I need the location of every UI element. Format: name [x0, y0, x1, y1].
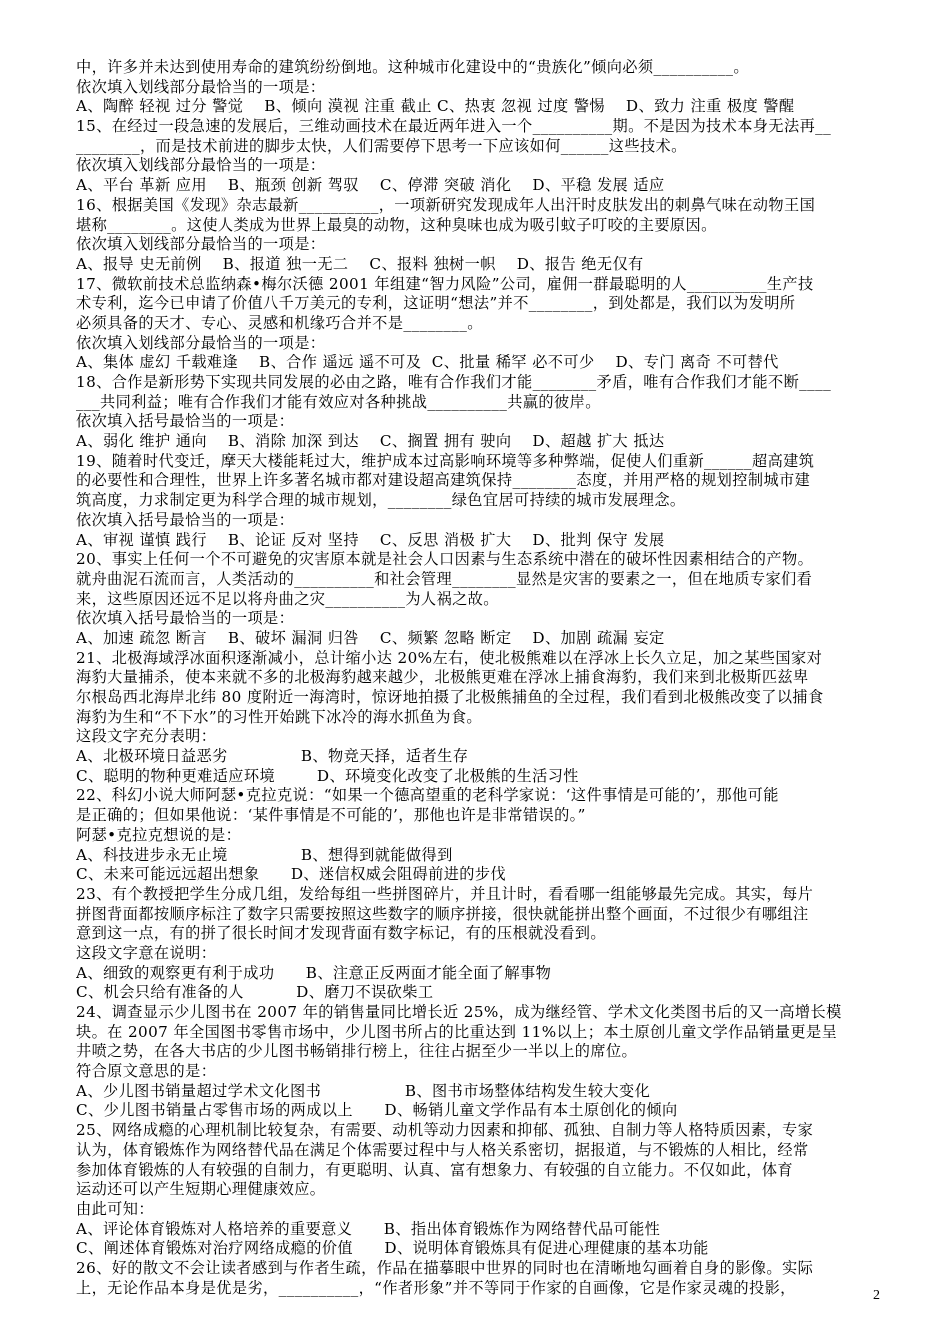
text-line: C、聪明的物种更难适应环境 D、环境变化改变了北极熊的生活习性 — [76, 766, 579, 785]
text-line: A、集体 虚幻 千载难逢 B、合作 遥远 遥不可及 C、批量 稀罕 必不可少 D、专门 离奇 不可替代 — [76, 353, 779, 372]
text-line: A、科技进步永无止境 B、想得到就能做得到 — [76, 845, 453, 864]
text-line: C、机会只给有准备的人 D、磨刀不误砍柴工 — [76, 983, 434, 1002]
text-line: A、陶醉 轻视 过分 警觉 B、倾向 漠视 注重 截止 C、热衷 忽视 过度 警惕 D、致力 注重 极度 警醒 — [76, 97, 795, 116]
text-line: 15、在经过一段急速的发展后，三维动画技术在最近两年进入一个__________期。不是因为技术本身无法再__ — [76, 117, 832, 136]
text-line: 19、随着时代变迁，摩天大楼能耗过大，维护成本过高影响环境等多种弊端，促使人们重新______超高建筑 — [76, 451, 815, 470]
text-line: 的必要性和合理性，世界上许多著名城市都对建设超高建筑保持________态度，并用严格的规划控制城市建 — [76, 471, 811, 490]
text-line: 筑高度，力求制定更为科学合理的城市规划，________绿色宜居可持续的城市发展理念。 — [76, 491, 686, 510]
text-line: 18、合作是新形势下实现共同发展的必由之路，唯有合作我们才能________矛盾，唯有合作我们才能不断____ — [76, 373, 832, 391]
text-line: 井喷之势，在各大书店的少儿图书畅销排行榜上，往往占据至少一半以上的席位。 — [76, 1042, 638, 1061]
text-line: 16、根据美国《发现》杂志最新__________，一项新研究发现成年人出汗时皮肤发出的刺鼻气味在动物王国 — [76, 195, 816, 214]
text-line: 中，许多并未达到使用寿命的建筑纷纷倒地。这种城市化建设中的“贵族化”倾向必须__________。 — [76, 58, 750, 76]
text-line: 拼图背面都按顺序标注了数字只需要按照这些数字的顺序拼接，很快就能拼出整个画面，不过很少有哪组注 — [76, 904, 809, 923]
text-line: A、北极环境日益恶劣 B、物竞天择，适者生存 — [76, 747, 469, 766]
text-line: 依次填入括号最恰当的一项是： — [76, 510, 295, 529]
text-line: 依次填入划线部分最恰当的一项是： — [76, 333, 326, 352]
text-line: 这段文字充分表明： — [76, 727, 217, 746]
text-line: 依次填入划线部分最恰当的一项是： — [76, 77, 326, 96]
text-line: C、阐述体育锻炼对治疗网络成瘾的价值 D、说明体育锻炼具有促进心理健康的基本功能 — [76, 1239, 709, 1258]
text-line: 17、微软前技术总监纳森•梅尔沃德 2001 年组建“智力风险”公司，雇佣一群最聪明的人__________生产技 — [76, 274, 814, 293]
text-line: 21、北极海域浮冰面积逐渐减小，总计缩小达 20%左右，使北极熊难以在浮冰上长久立足，加之某些国家对 — [76, 648, 823, 667]
text-line: 尔根岛西北海岸北纬 80 度附近一海湾时，惊讶地拍摄了北极熊捕鱼的全过程，我们看到北极熊改变了以捕食 — [76, 688, 824, 706]
text-line: 依次填入括号最恰当的一项是： — [76, 609, 295, 628]
text-line: A、加速 疏忽 断言 B、破坏 漏洞 归咎 C、频繁 忽略 断定 D、加剧 疏漏 妄定 — [76, 628, 665, 647]
text-line: 运动还可以产生短期心理健康效应。 — [76, 1180, 326, 1199]
text-line: 认为，体育锻炼作为网络替代品在满足个体需要过程中与人格关系密切，据报道，与不锻炼的人相比，经常 — [76, 1140, 809, 1159]
text-line: 20、事实上任何一个不可避免的灾害原本就是社会人口因素与生态系统中潜在的破坏性因素相结合的产物。 — [76, 550, 814, 569]
text-line: 25、网络成瘾的心理机制比较复杂，有需要、动机等动力因素和抑郁、孤独、自制力等人格特质因素，专家 — [76, 1121, 814, 1140]
text-line: A、评论体育锻炼对人格培养的重要意义 B、指出体育锻炼作为网络替代品可能性 — [76, 1219, 661, 1238]
text-line: 意到这一点，有的拼了很长时间才发现背面有数字标记，有的压根就没看到。 — [76, 924, 606, 943]
text-line: C、未来可能远远超出想象 D、迷信权威会阻碍前进的步伐 — [76, 865, 507, 884]
text-line: C、少儿图书销量占零售市场的两成以上 D、畅销儿童文学作品有本土原创化的倾向 — [76, 1101, 678, 1120]
text-line: 由此可知： — [76, 1199, 154, 1218]
text-line: 22、科幻小说大师阿瑟•克拉克说：“如果一个德高望重的老科学家说：‘这件事情是可能的’，那他可能 — [76, 786, 779, 805]
text-line: 依次填入划线部分最恰当的一项是： — [76, 235, 326, 254]
text-line: 术专利，迄今已申请了价值八千万美元的专利，这证明“想法”并不________，到处都是，我们以为发明所 — [76, 294, 796, 313]
text-line: 上，无论作品本身是优是劣，__________，“作者形象”并不等同于作家的自画像，它是作家灵魂的投影， — [76, 1278, 796, 1297]
text-line: 海豹为生和“不下水”的习性开始跳下冰冷的海水抓鱼为食。 — [76, 707, 483, 726]
text-line: A、少儿图书销量超过学术文化图书 B、图书市场整体结构发生较大变化 — [76, 1081, 651, 1100]
text-line: 阿瑟•克拉克想说的是： — [76, 825, 242, 844]
text-line: A、审视 谨慎 践行 B、论证 反对 坚持 C、反思 消极 扩大 D、批判 保守 发展 — [76, 530, 665, 549]
text-line: A、平台 革新 应用 B、瓶颈 创新 驾驭 C、停滞 突破 消化 D、平稳 发展 适应 — [76, 176, 665, 195]
text-line: A、报导 史无前例 B、报道 独一无二 C、报料 独树一帜 D、报告 绝无仅有 — [76, 254, 644, 273]
text-line: 23、有个教授把学生分成几组，发给每组一些拼图碎片，并且计时，看看哪一组能够最先完成。其实，每片 — [76, 884, 814, 903]
text-line: 参加体育锻炼的人有较强的自制力，有更聪明、认真、富有想象力、有较强的自立能力。不仅如此，体育 — [76, 1160, 794, 1179]
page-number: 2 — [873, 1288, 880, 1303]
text-line: ________，而是技术前进的脚步太快，人们需要停下思考一下应该如何______这些技术。 — [76, 136, 687, 155]
text-line: 符合原文意思的是： — [76, 1062, 217, 1081]
text-line: 24、调查显示少儿图书在 2007 年的销售量同比增长近 25%，成为继经管、学术文化类图书后的又一高增长模 — [76, 1003, 842, 1021]
text-line: ___共同利益；唯有合作我们才能有效应对各种挑战__________共赢的彼岸。 — [76, 392, 601, 411]
text-line: 来，这些原因还远不足以将舟曲之灾__________为人祸之故。 — [76, 589, 499, 608]
text-line: A、细致的观察更有利于成功 B、注意正反两面才能全面了解事物 — [76, 963, 552, 982]
text-line: A、弱化 维护 通向 B、消除 加深 到达 C、搁置 拥有 驶向 D、超越 扩大 抵达 — [76, 432, 665, 451]
text-line: 依次填入划线部分最恰当的一项是： — [76, 156, 326, 175]
text-line: 块。在 2007 年全国图书零售市场中，少儿图书所占的比重达到 11%以上；本土原创儿童文学作品销量更是呈 — [76, 1022, 838, 1041]
text-line: 是正确的；但如果他说：‘某件事情是不可能的’，那他也许是非常错误的。” — [76, 806, 586, 825]
text-line: 必须具备的天才、专心、灵感和机缘巧合并不是________。 — [76, 313, 483, 332]
document-body — [76, 58, 884, 1298]
text-line: 堪称________。这使人类成为世界上最臭的动物，这种臭味也成为吸引蚊子叮咬的主要原因。 — [76, 215, 717, 234]
text-line: 海豹大量捕杀，使本来就不多的北极海豹越来越少，北极熊更难在浮冰上捕食海豹，我们来到北极斯匹兹卑 — [76, 668, 809, 687]
text-line: 26、好的散文不会让读者感到与作者生疏，作品在描摹眼中世界的同时也在清晰地勾画着自身的影像。实际 — [76, 1258, 814, 1277]
text-line: 依次填入括号最恰当的一项是： — [76, 412, 295, 431]
text-line: 就舟曲泥石流而言，人类活动的__________和社会管理________显然是灾害的要素之一，但在地质专家们看 — [76, 569, 813, 588]
text-line: 这段文字意在说明： — [76, 943, 217, 962]
